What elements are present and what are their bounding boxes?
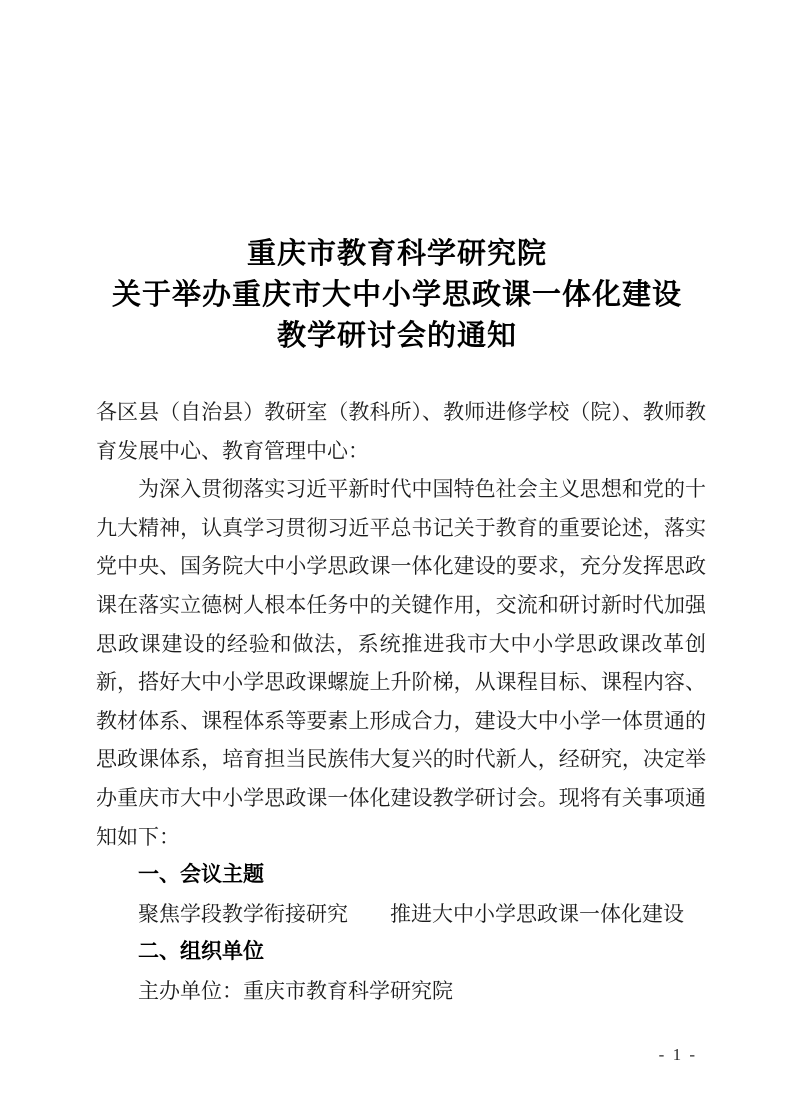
section-content-meeting-theme: 聚焦学段教学衔接研究 推进大中小学思政课一体化建设 bbox=[138, 901, 684, 926]
opening-paragraph: 为深入贯彻落实习近平新时代中国特色社会主义思想和党的十九大精神，认真学习贯彻习近平总书记关于教育的重要论述，落实党中央、国务院大中小学思政课一体化建设的要求，充分发挥思政课在落实立德树人根本任务中的关键作用，交流和研讨新时代加强思政课建设的经验和做法，系统推进我市大中小学思政课改革创新，搭好大中小学思政课螺旋上升阶梯，从课程目标、课程内容、教材体系、课程体系等要素上形成合力，建设大中小学一体贯通的思政课体系，培育担当民族伟大复兴的时代新人，经研究，决定举办重庆市大中小学思政课一体化建设教学研讨会。现将有关事项通知如下： bbox=[96, 477, 706, 849]
title-line-2: 关于举办重庆市大中小学思政课一体化建设 bbox=[111, 279, 682, 311]
document-body bbox=[96, 393, 706, 1011]
salutation: 各区县（自治县）教研室（教科所）、教师进修学校（院）、教师教育发展中心、教育管理中心： bbox=[96, 400, 706, 463]
page-number: - 1 - bbox=[658, 1045, 697, 1064]
section-content-organizers: 主办单位：重庆市教育科学研究院 bbox=[138, 978, 453, 1003]
section-heading-meeting-theme: 一、会议主题 bbox=[138, 863, 264, 887]
section-heading-organizers: 二、组织单位 bbox=[138, 940, 264, 964]
title-line-3: 教学研讨会的通知 bbox=[276, 320, 517, 352]
title-line-1: 重庆市教育科学研究院 bbox=[246, 238, 547, 270]
document-title bbox=[0, 234, 794, 357]
